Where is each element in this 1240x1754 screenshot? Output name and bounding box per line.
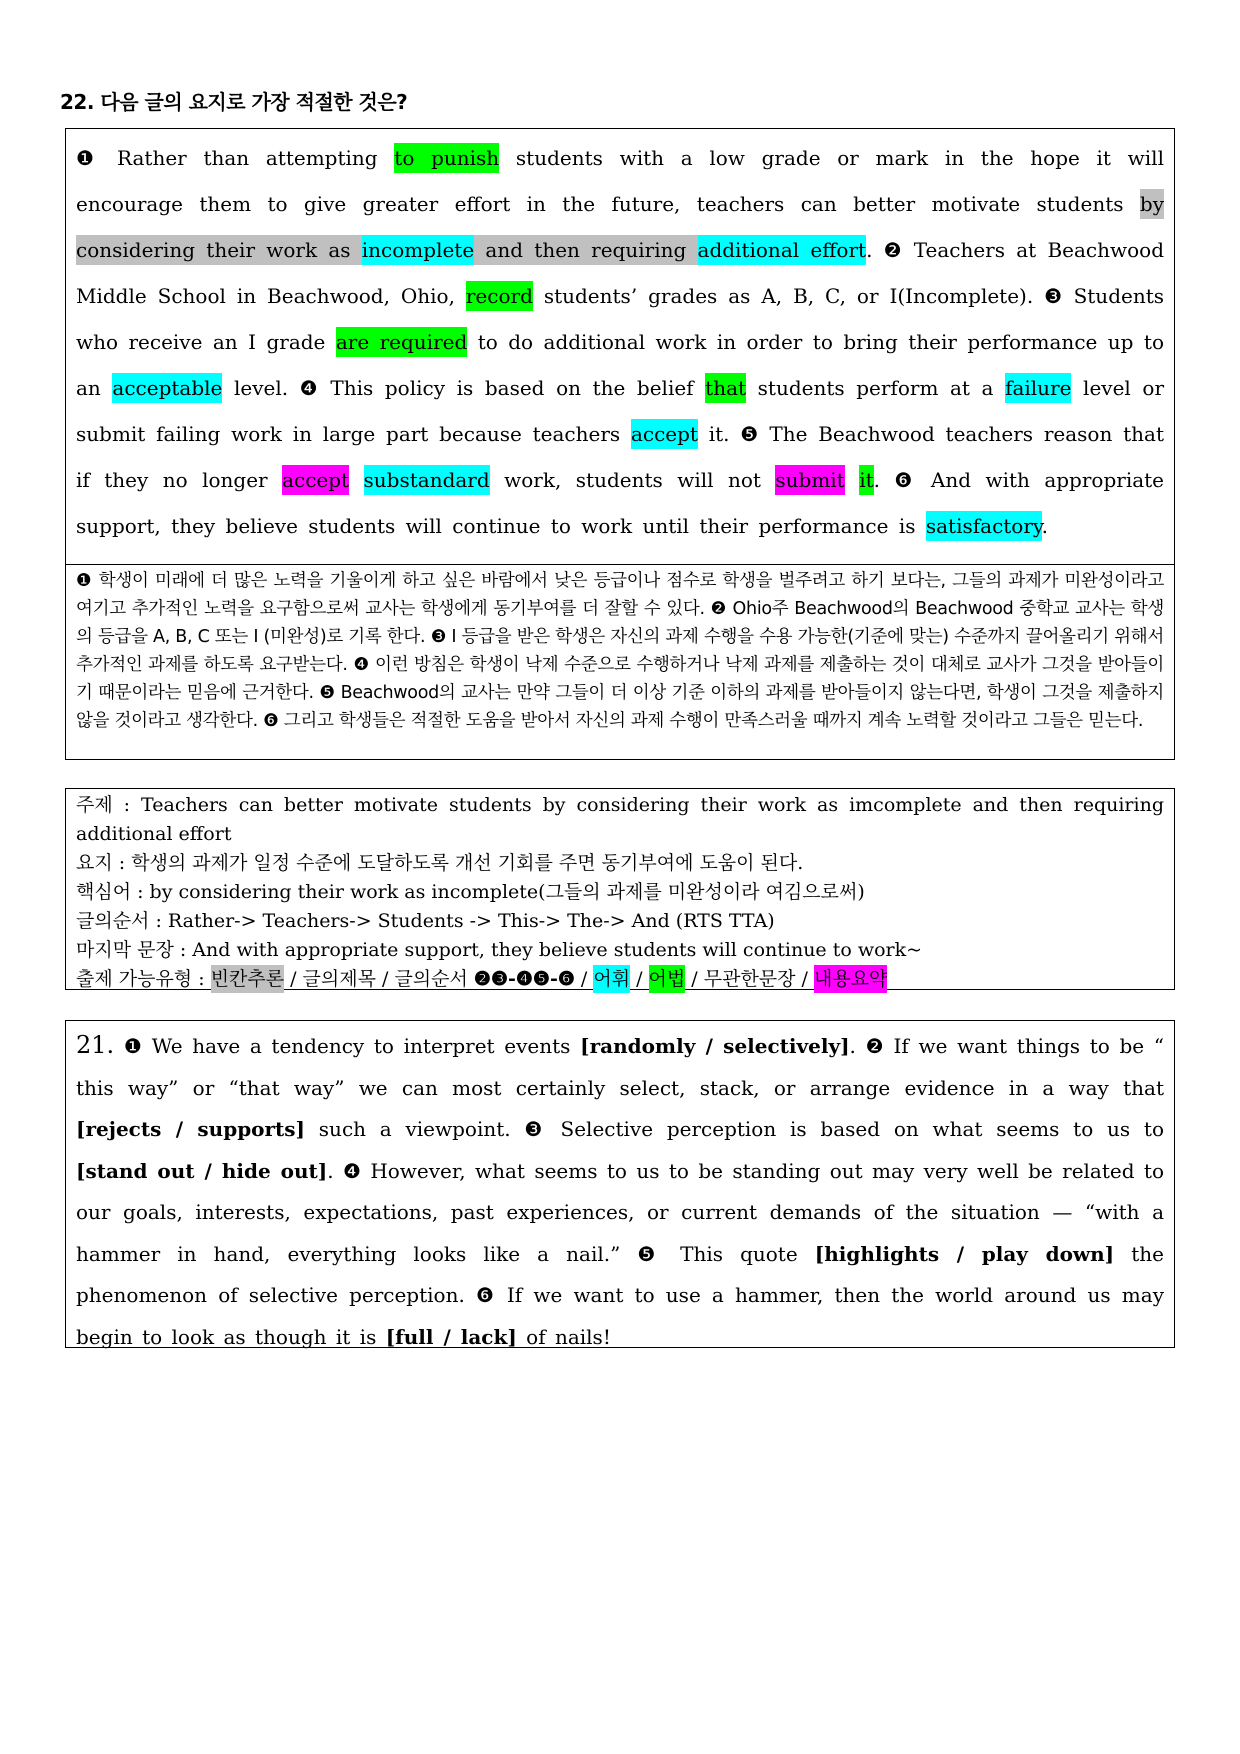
answer-choice: [stand out / hide out]: [76, 1158, 328, 1183]
text-segment: it. ❺ The Beachwood teachers reason that if they no longer: [76, 422, 1164, 492]
text-segment: . ❹ However, what seems to us to be standing out may very well be related to our goals, interests, expectations, past experiences, or current demands of the situation — “with a hammer in hand, everything looks like a nail.” ❺ This quote: [76, 1158, 1164, 1266]
answer-choice: [randomly / selectively]: [580, 1034, 850, 1058]
text-segment: of nails!: [516, 1324, 611, 1349]
text-segment: 21.: [76, 1031, 115, 1059]
highlighted-phrase: acceptable: [112, 373, 222, 403]
highlighted-phrase: and then requiring: [474, 235, 697, 265]
highlighted-phrase: substandard: [364, 465, 490, 495]
highlighted-phrase: 내용요약: [814, 965, 887, 993]
keyword-line: 핵심어 : by considering their work as incomplete(그들의 과제를 미완성이라 여김으로써): [76, 881, 865, 903]
highlighted-phrase: that: [705, 373, 746, 403]
highlighted-phrase: 어법: [649, 965, 686, 993]
text-segment: level. ❹ This policy is based on the belief: [222, 376, 706, 400]
passage-21-box: [65, 1020, 1175, 1348]
question-types-line: [76, 965, 1164, 994]
text-segment: students’ grades as A, B, C, or I(Incomplete). ❸ Students who receive an I grade: [76, 284, 1165, 354]
text-segment: [349, 468, 363, 492]
text-segment: 출제 가능유형 :: [76, 968, 211, 990]
analysis-notes-box: [65, 788, 1175, 990]
highlighted-phrase: incomplete: [362, 235, 474, 265]
answer-choice: ❷❸-❹❺-❻: [473, 968, 575, 990]
answer-choice: [full / lack]: [385, 1324, 517, 1349]
text-segment: the phenomenon of selective perception. ❻ If we want to use a hammer, then the world around us may begin to look as though it is: [76, 1241, 1164, 1349]
highlighted-phrase: to punish: [394, 143, 499, 173]
highlighted-phrase: satisfactory: [926, 511, 1042, 541]
highlighted-phrase: by considering their work as: [76, 189, 1164, 265]
text-segment: Rather than attempting: [116, 146, 395, 170]
highlighted-phrase: accept: [631, 419, 698, 449]
text-segment: such a viewpoint. ❸ Selective perception is based on what seems to us to: [305, 1117, 1165, 1141]
passage-22-box: [65, 128, 1175, 760]
order-line: 글의순서 : Rather-> Teachers-> Students -> This-> The-> And (RTS TTA): [76, 910, 775, 932]
text-segment: / 글의제목 / 글의순서: [284, 968, 474, 990]
highlighted-phrase: it: [859, 465, 873, 495]
question-title: 22. 다음 글의 요지로 가장 적절한 것은?: [60, 90, 408, 114]
highlighted-phrase: submit: [775, 465, 844, 495]
text-segment: /: [574, 968, 594, 990]
highlighted-phrase: failure: [1005, 373, 1071, 403]
text-segment: .: [1041, 514, 1048, 538]
text-segment: [845, 468, 859, 492]
text-segment: /: [630, 968, 649, 990]
answer-choice: [rejects / supports]: [76, 1117, 306, 1141]
text-segment: . ❷ If we want things to be “ this way” or “that way” we can most certainly select, stack, or arrange evidence in a way that: [76, 1034, 1164, 1100]
highlighted-phrase: record: [466, 281, 533, 311]
highlighted-phrase: 어휘: [593, 965, 630, 993]
highlighted-phrase: accept: [282, 465, 349, 495]
text-segment: students with a low grade or mark in the hope it will encourage them to give greater effort in the future, teachers can better motivate students: [76, 146, 1164, 216]
text-segment: to do additional work in order to bring their performance up to an: [76, 330, 1164, 400]
text-segment: students perform at a: [746, 376, 1006, 400]
text-segment: ❶: [76, 146, 117, 170]
text-segment: . ❷ Teachers at Beachwood Middle School in Beachwood, Ohio,: [76, 238, 1164, 308]
passage-22-translation: ❶ 학생이 미래에 더 많은 노력을 기울이게 하고 싶은 바람에서 낮은 등급이나 점수로 학생을 벌주려고 하기 보다는, 그들의 과제가 미완성이라고 여기고 추가적인 노력을 요구함으로써 교사는 학생에게 동기부여를 더 잘할 수 있다. ❷ Ohio주 Beachwood의 Beachwood 중학교 교사는 학생의 등급을 A, B, C 또는 I (미완성)로 기록 한다. ❸ I 등급을 받은 학생은 자신의 과제 수행을 수용 가능한(기준에 맞는) 수준까지 끌어올리기 위해서 추가적인 과제를 하도록 요구받는다. ❹ 이런 방침은 학생이 낙제 수준으로 수행하거나 낙제 과제를 제출하는 것이 대체로 교사가 그것을 받아들이기 때문이라는 믿음에 근거한다. ❺ Beachwood의 교사는 만약 그들이 더 이상 기준 이하의 과제를 받아들이지 않는다면, 학생이 그것을 제출하지 않을 것이라고 생각한다. ❻ 그리고 학생들은 적절한 도움을 받아서 자신의 과제 수행이 만족스러울 때까지 계속 노력할 것이라고 그들은 믿는다.: [76, 571, 1165, 731]
highlighted-phrase: additional effort: [698, 235, 867, 265]
text-segment: ❶ We have a tendency to interpret events: [114, 1034, 581, 1058]
passage-22-english: [66, 129, 1174, 565]
highlighted-phrase: 빈칸추론: [211, 965, 284, 993]
highlighted-phrase: are required: [336, 327, 467, 357]
gist-line: 요지 : 학생의 과제가 일정 수준에 도달하도록 개선 기회를 주면 동기부여에 도움이 된다.: [76, 852, 804, 874]
text-segment: . ❻ And with appropriate support, they believe students will continue to work until their performance is: [76, 468, 1165, 538]
theme-line: 주제 : Teachers can better motivate students by considering their work as imcomplete and then requiring additional effort: [76, 794, 1164, 845]
text-segment: / 무관한문장 /: [685, 968, 814, 990]
answer-choice: [highlights / play down]: [814, 1241, 1115, 1266]
text-segment: work, students will not: [489, 468, 776, 492]
text-segment: level or submit failing work in large part because teachers: [76, 376, 1165, 446]
last-sentence-line: 마지막 문장 : And with appropriate support, they believe students will continue to work~: [76, 939, 923, 961]
